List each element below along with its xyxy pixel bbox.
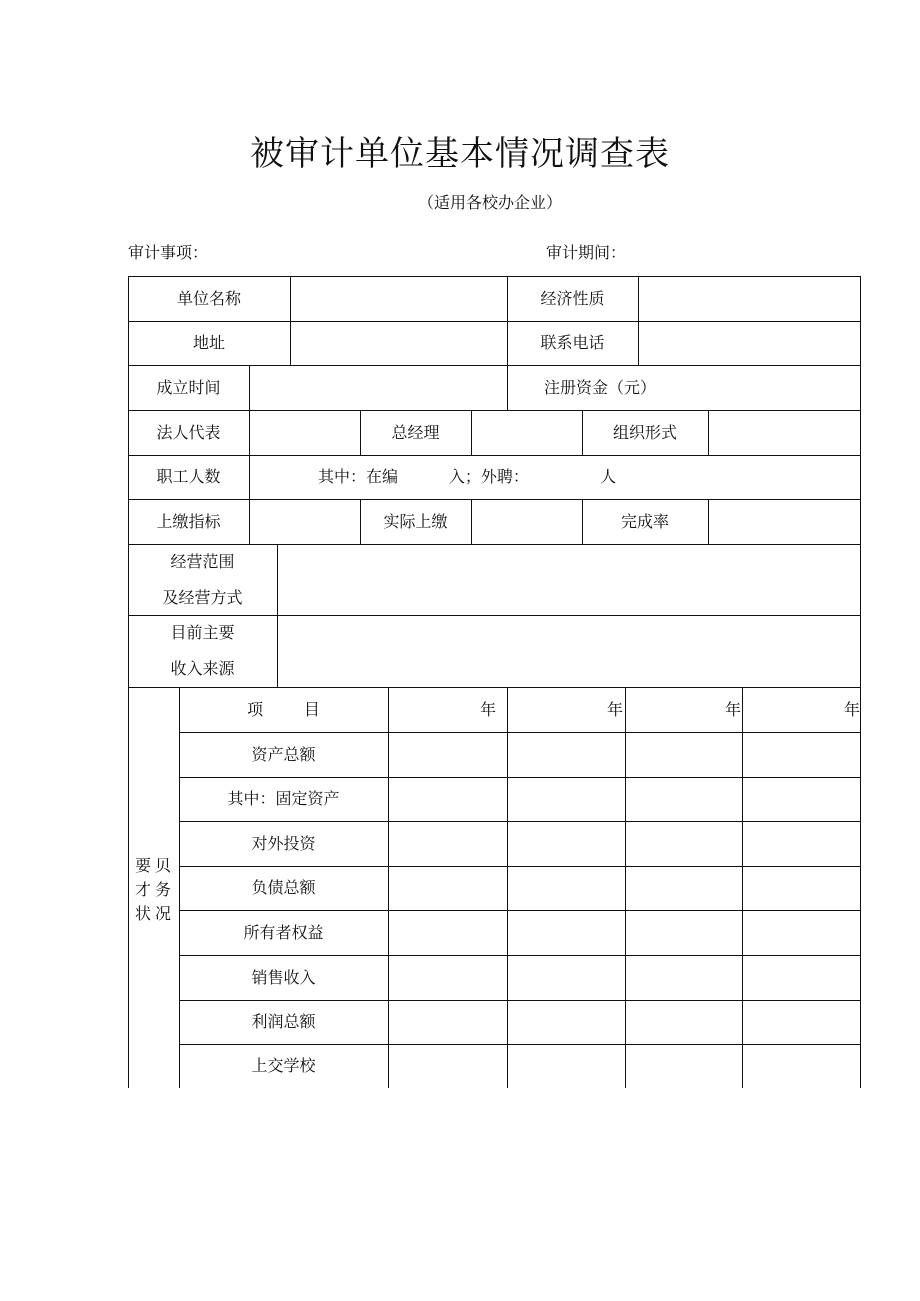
- audit-item-label: 审计事项：: [128, 243, 209, 262]
- finance-row-label: 资产总额: [251, 744, 316, 764]
- finance-side-label-col2: 贝 务 况: [154, 856, 171, 923]
- general-manager-field[interactable]: [471, 410, 582, 455]
- phone-label: 联系电话: [540, 333, 605, 352]
- phone-field[interactable]: [638, 321, 860, 365]
- finance-side-label-col1: 要 才 状: [134, 856, 151, 923]
- audit-period-label: 审计期间：: [546, 243, 627, 262]
- registered-capital-label: 注册资金（元）: [543, 377, 656, 397]
- page-subtitle: （适用各校办企业）: [417, 193, 562, 212]
- business-scope-line1: 经营范围: [170, 551, 235, 571]
- actual-payment-label: 实际上缴: [383, 511, 448, 531]
- finance-row-label: 利润总额: [251, 1012, 316, 1031]
- main-income-line1: 目前主要: [170, 623, 235, 642]
- actual-payment-field[interactable]: [471, 499, 582, 544]
- main-income-label: [128, 615, 277, 687]
- econ-nature-label: 经济性质: [540, 288, 605, 308]
- completion-rate-field[interactable]: [708, 499, 860, 544]
- year-header-3: 年: [724, 699, 741, 719]
- finance-row-label: 对外投资: [251, 833, 316, 853]
- org-form-field[interactable]: [708, 410, 860, 455]
- finance-row-label: 负债总额: [251, 878, 316, 897]
- finance-row-label: 所有者权益: [243, 922, 324, 942]
- main-income-field[interactable]: [277, 615, 860, 687]
- established-field[interactable]: [249, 365, 507, 410]
- org-form-label: 组织形式: [612, 422, 677, 442]
- year-header-4: 年: [843, 699, 860, 719]
- completion-rate-label: 完成率: [620, 511, 669, 531]
- econ-nature-field[interactable]: [638, 276, 860, 321]
- payment-target-label: 上缴指标: [156, 511, 221, 531]
- year-header-1: 年: [479, 699, 496, 719]
- registered-capital-field[interactable]: [693, 365, 860, 410]
- unit-name-field[interactable]: [290, 276, 507, 321]
- main-income-line2: 收入来源: [170, 659, 235, 678]
- address-label: 地址: [192, 333, 225, 352]
- legal-rep-label: 法人代表: [156, 422, 221, 442]
- business-scope-field[interactable]: [277, 544, 860, 615]
- payment-target-field[interactable]: [249, 499, 360, 544]
- finance-row-label: 上交学校: [251, 1056, 316, 1075]
- finance-header-item: 项 目: [247, 699, 320, 719]
- address-field[interactable]: [290, 321, 507, 365]
- year-header-2: 年: [606, 699, 623, 719]
- general-manager-label: 总经理: [391, 422, 440, 442]
- legal-rep-field[interactable]: [249, 410, 360, 455]
- finance-row-label: 销售收入: [251, 967, 316, 987]
- business-scope-label: [128, 544, 277, 615]
- staff-detail-text: 其中：在编 入；外聘： 人: [318, 467, 617, 486]
- business-scope-line2: 及经营方式: [162, 587, 243, 607]
- page-title: 被审计单位基本情况调查表: [250, 134, 670, 174]
- unit-name-label: 单位名称: [176, 288, 241, 308]
- staff-count-label: 职工人数: [156, 467, 221, 486]
- established-label: 成立时间: [156, 377, 221, 397]
- finance-row-label: 其中：固定资产: [227, 789, 340, 808]
